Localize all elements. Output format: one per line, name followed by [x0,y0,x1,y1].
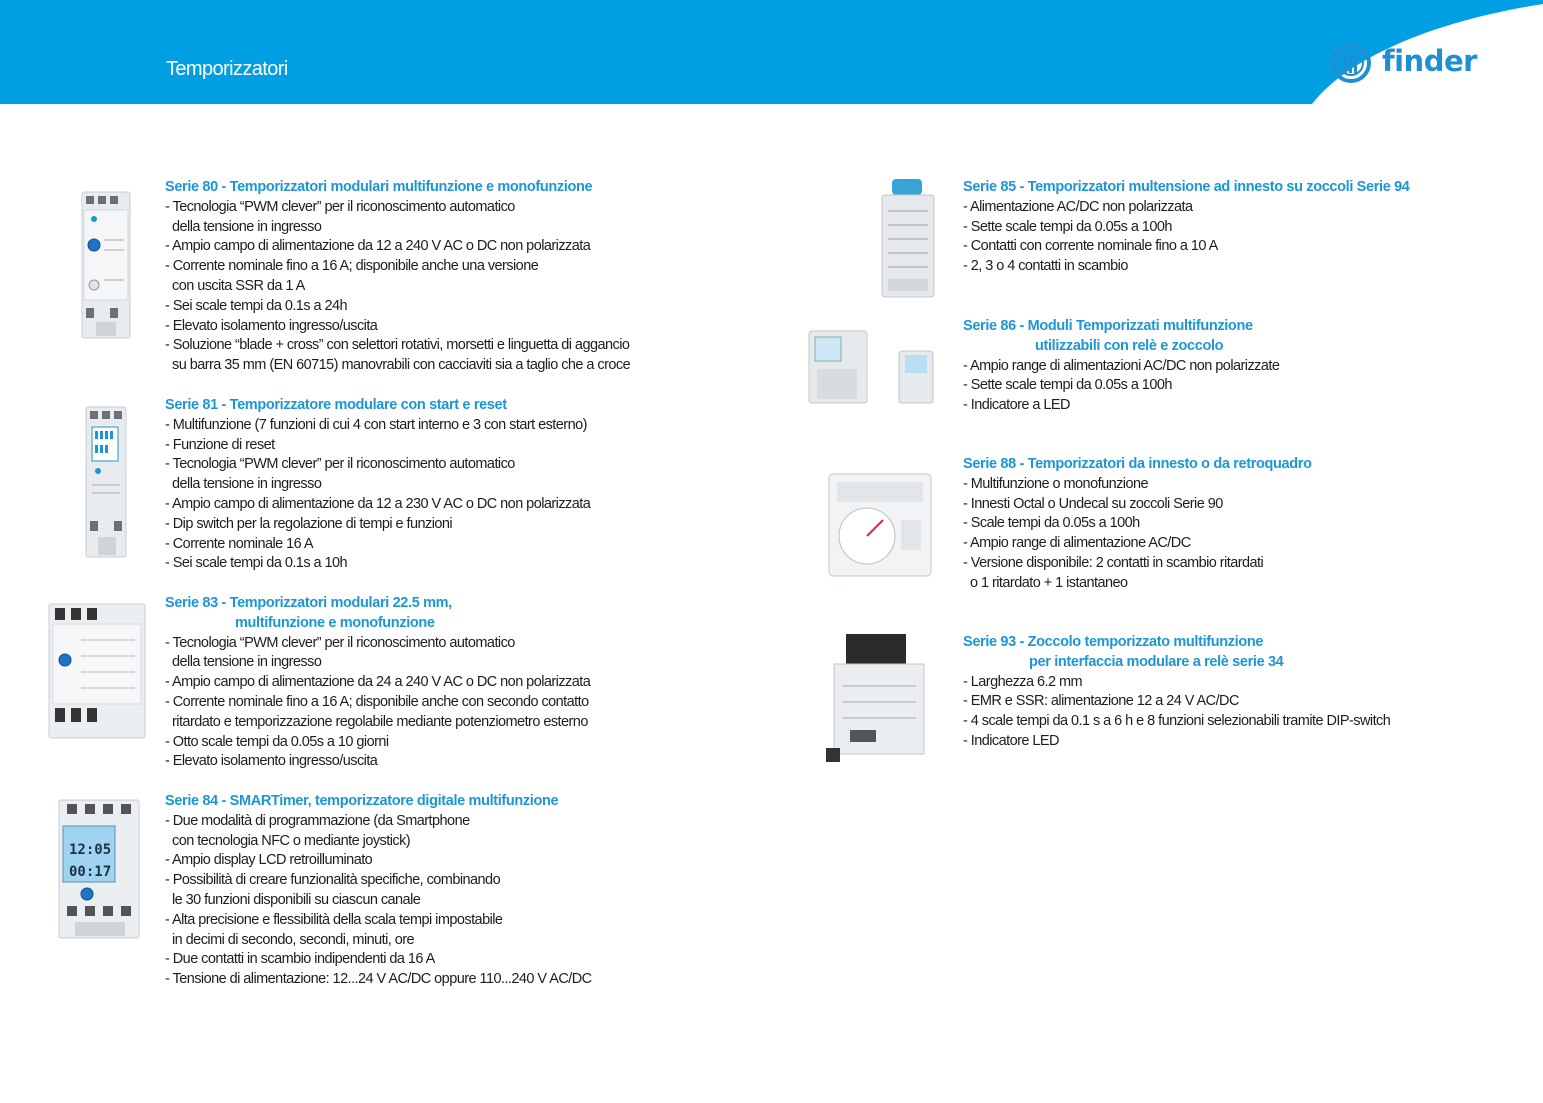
list-item: - Ampio display LCD retroilluminato [165,852,373,869]
list-item: - Corrente nominale 16 A [165,535,313,552]
list-item: - Due modalità di programmazione (da Smartphone con tecnologia NFC o mediante joystick) [165,812,470,849]
list-item: - Ampio campo di alimentazione da 24 a 240 V AC o DC non polarizzata [165,674,591,691]
list-item: - Indicatore a LED [963,397,1070,414]
section-serie-86 [963,317,1279,416]
list-item: - Sette scale tempi da 0.05s a 100h [963,218,1172,235]
list-item: - Otto scale tempi da 0.05s a 10 giorni [165,733,389,750]
modular-timer-83-icon [45,600,150,745]
section-serie-80 [165,178,630,376]
list-item: - Scale tempi da 0.05s a 100h [963,515,1140,532]
list-item: - 2, 3 o 4 contatti in scambio [963,258,1128,275]
feature-list [963,198,1410,277]
list-item: - Indicatore LED [963,732,1059,749]
section-title: Serie 93 - Zoccolo temporizzato multifunzione per interfaccia modulare a relè serie 34 [963,634,1284,670]
list-item: - Ampio range di alimentazione AC/DC [963,535,1191,552]
feature-list [165,812,592,990]
finder-logo-icon [1330,40,1378,88]
feature-list [963,475,1312,594]
section-serie-85 [963,178,1410,277]
list-item: - Elevato isolamento ingresso/uscita [165,753,378,770]
modular-timer-81-icon [78,405,138,560]
list-item: - EMR e SSR: alimentazione 12 a 24 V AC/DC [963,693,1239,710]
section-serie-83 [165,594,590,772]
section-title: Serie 80 - Temporizzatori modulari multifunzione e monofunzione [165,179,593,195]
list-item: - Dip switch per la regolazione di tempi e funzioni [165,515,453,532]
section-title: Serie 85 - Temporizzatori multensione ad innesto su zoccoli Serie 94 [963,179,1410,195]
digital-timer-84-icon [55,798,145,943]
list-item: - Due contatti in scambio indipendenti da 16 A [165,951,435,968]
list-item: - Larghezza 6.2 mm [963,673,1083,690]
lcd-bottom-readout: 00:17 [69,864,112,880]
finder-logo-text: finder [1382,44,1477,78]
list-item: - Innesti Octal o Undecal su zoccoli Serie 90 [963,495,1223,512]
section-title: Serie 86 - Moduli Temporizzati multifunzione utilizzabili con relè e zoccolo [963,318,1253,354]
section-serie-84 [165,792,592,990]
list-item: - Multifunzione (7 funzioni di cui 4 con start interno e 3 con start esterno) [165,416,587,433]
section-title: Serie 88 - Temporizzatori da innesto o da retroquadro [963,456,1312,472]
list-item: - Corrente nominale fino a 16 A; disponibile anche una versione con uscita SSR da 1 A [165,258,539,294]
list-item: - Tecnologia “PWM clever” per il riconoscimento automatico della tensione in ingresso [165,456,515,493]
list-item: - Contatti con corrente nominale fino a 10 A [963,238,1218,255]
feature-list [963,357,1279,416]
section-serie-93 [963,633,1390,752]
lcd-top-readout: 12:05 [69,842,112,858]
section-serie-88 [963,455,1312,594]
list-item: - Tecnologia “PWM clever” per il riconoscimento automatico della tensione in ingresso [165,634,515,671]
list-item: - Ampio campo di alimentazione da 12 a 230 V AC o DC non polarizzata [165,495,591,512]
feature-list [165,198,630,376]
list-item: - Alta precisione e flessibilità della scala tempi impostabile in decimi di secondo, secondi, minuti, ore [165,911,503,948]
list-item: - Ampio campo di alimentazione da 12 a 240 V AC o DC non polarizzata [165,238,591,255]
list-item: - Alimentazione AC/DC non polarizzata [963,198,1193,215]
section-title: Serie 81 - Temporizzatore modulare con start e reset [165,397,507,413]
list-item: - Elevato isolamento ingresso/uscita [165,317,378,334]
section-title: Serie 83 - Temporizzatori modulari 22.5 mm, multifunzione e monofunzione [165,595,452,631]
page-title: Temporizzatori [166,58,288,80]
header-band [0,0,1543,104]
panel-timer-88-icon [825,470,937,580]
list-item: - Funzione di reset [165,436,275,453]
list-item: - 4 scale tempi da 0.1 s a 6 h e 8 funzioni selezionabili tramite DIP-switch [963,713,1391,730]
list-item: - Versione disponibile: 2 contatti in scambio ritardati o 1 ritardato + 1 istantaneo [963,554,1264,591]
list-item: - Tensione di alimentazione: 12...24 V AC/DC oppure 110...240 V AC/DC [165,971,592,988]
feature-list [165,634,590,773]
list-item: - Multifunzione o monofunzione [963,475,1149,492]
feature-list [963,673,1390,752]
timer-module-86-icon [805,325,950,410]
feature-list [165,416,590,574]
list-item: - Sei scale tempi da 0.1s a 24h [165,297,348,314]
header-band-shape [0,0,1543,104]
timed-socket-93-icon [820,630,940,770]
list-item: - Corrente nominale fino a 16 A; disponibile anche con secondo contatto ritardato e temporizzazione regolabile mediante potenziometro esterno [165,693,589,730]
section-serie-81 [165,396,590,574]
list-item: - Sette scale tempi da 0.05s a 100h [963,377,1172,394]
list-item: - Possibilità di creare funzionalità specifiche, combinando le 30 funzioni disponibili su ciascun canale [165,872,501,908]
list-item: - Tecnologia “PWM clever” per il riconoscimento automatico della tensione in ingresso [165,198,515,235]
section-title: Serie 84 - SMARTimer, temporizzatore digitale multifunzione [165,793,559,809]
list-item: - Soluzione “blade + cross” con selettori rotativi, morsetti e linguetta di aggancio su barra 35 mm (EN 60715) manovrabili con cacciaviti sia a taglio che a croce [165,337,631,374]
finder-logo [1330,40,1490,88]
plugin-timer-85-icon [872,175,947,305]
list-item: - Sei scale tempi da 0.1s a 10h [165,555,348,572]
list-item: - Ampio range di alimentazioni AC/DC non polarizzate [963,357,1280,374]
modular-timer-80-icon [60,190,150,340]
